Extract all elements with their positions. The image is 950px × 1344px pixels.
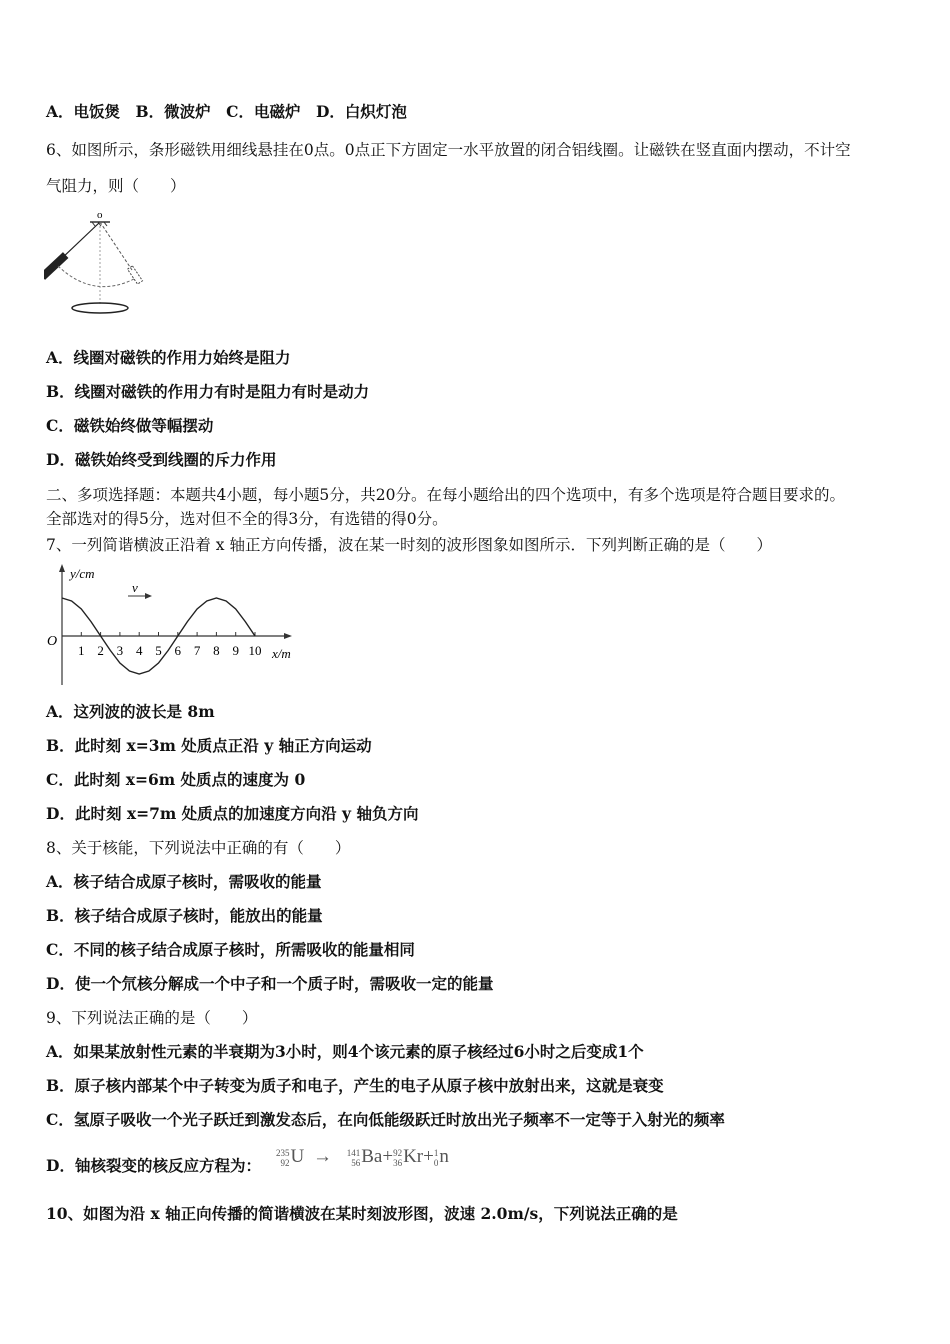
section-2-header-line-1: 二、多项选择题：本题共4小题，每小题5分，共20分。在每小题给出的四个选项中，有多个选项是符合题目要求的。: [46, 486, 845, 504]
q6-option-a: A．线圈对磁铁的作用力始终是阻力: [46, 348, 291, 367]
q6-stem-line-2: 气阻力，则（ ）: [46, 177, 186, 195]
wave-chart: [44, 560, 304, 690]
bar-magnet: [44, 252, 68, 280]
origin-label: O: [47, 634, 58, 649]
q7-option-b: B．此时刻 x=3m 处质点正沿 y 轴正方向运动: [46, 736, 372, 755]
x-tick-label: 3: [116, 643, 124, 658]
u-number: 92: [280, 1157, 290, 1168]
aluminum-coil: [72, 303, 128, 313]
q8-stem: 8、关于核能，下列说法中正确的有（ ）: [46, 839, 351, 857]
velocity-label: v: [132, 580, 138, 595]
kr-symbol: Kr+: [403, 1146, 434, 1167]
q9-stem: 9、下列说法正确的是（ ）: [46, 1009, 258, 1027]
kr-mass: 92: [393, 1147, 403, 1158]
x-tick-label: 10: [248, 643, 262, 658]
x-tick-label: 8: [213, 643, 220, 658]
u-mass: 235: [276, 1147, 290, 1158]
pendulum-magnet-figure: [44, 208, 144, 318]
q9-option-d: D．铀核裂变的核反应方程为：: [46, 1156, 261, 1175]
q7-option-c: C．此时刻 x=6m 处质点的速度为 0: [46, 770, 306, 789]
x-tick-label: 4: [135, 643, 143, 658]
kr-number: 36: [393, 1157, 403, 1168]
pivot-label-o: o: [97, 209, 103, 221]
q6-stem-line-1: 6、如图所示，条形磁铁用细线悬挂在0点。0点正下方固定一水平放置的闭合铝线圈。让磁铁在竖直面内摆动，不计空: [46, 141, 851, 159]
q6-option-c: C．磁铁始终做等幅摆动: [46, 416, 214, 435]
q9-option-c: C．氢原子吸收一个光子跃迁到激发态后，在向低能级跃迁时放出光子频率不一定等于入射光的频率: [46, 1110, 725, 1129]
q9-option-b: B．原子核内部某个中子转变为质子和电子，产生的电子从原子核中放射出来，这就是衰变: [46, 1076, 664, 1095]
x-tick-label: 5: [155, 643, 162, 658]
q7-option-d: D．此时刻 x=7m 处质点的加速度方向沿 y 轴负方向: [46, 804, 419, 823]
ba-symbol: Ba+: [361, 1146, 394, 1167]
q8-option-d: D．使一个氘核分解成一个中子和一个质子时，需吸收一定的能量: [46, 974, 494, 993]
q7-option-a: A．这列波的波长是 8m: [46, 702, 215, 721]
q7-stem: 7、一列简谐横波正沿着 x 轴正方向传播，波在某一时刻的波形图象如图所示．下列判断正确的是（ ）: [46, 536, 772, 554]
bar-magnet-dashed: [127, 266, 142, 284]
q8-option-b: B．核子结合成原子核时，能放出的能量: [46, 906, 323, 925]
n-number: 0: [433, 1157, 439, 1168]
ba-mass: 141: [346, 1147, 361, 1158]
q5-options: A．电饭煲 B．微波炉 C．电磁炉 D．白炽灯泡: [46, 102, 407, 121]
q10-stem: 10、如图为沿 x 轴正向传播的简谐横波在某时刻波形图，波速 2.0m/s，下列说法正确的是: [46, 1204, 678, 1223]
x-tick-label: 6: [174, 643, 182, 658]
x-tick-label: 2: [97, 643, 104, 658]
q6-option-b: B．线圈对磁铁的作用力有时是阻力有时是动力: [46, 382, 370, 401]
q8-option-c: C．不同的核子结合成原子核时，所需吸收的能量相同: [46, 940, 415, 959]
x-tick-label: 9: [232, 643, 239, 658]
x-tick-label: 7: [193, 643, 201, 658]
y-axis-label: y/cm: [70, 566, 95, 581]
n-symbol: n: [439, 1146, 449, 1167]
ba-number: 56: [351, 1157, 361, 1168]
reaction-arrow: →: [312, 1146, 332, 1167]
q8-option-a: A．核子结合成原子核时，需吸收的能量: [46, 872, 322, 891]
u-symbol: U: [290, 1146, 305, 1167]
q9-option-a: A．如果某放射性元素的半衰期为3小时，则4个该元素的原子核经过6小时之后变成1个: [46, 1042, 644, 1061]
uranium-fission-equation: [276, 1146, 449, 1168]
x-tick-label: 1: [78, 643, 85, 658]
q6-option-d: D．磁铁始终受到线圈的斥力作用: [46, 450, 277, 469]
section-2-header-line-2: 全部选对的得5分，选对但不全的得3分，有选错的得0分。: [46, 510, 448, 528]
x-axis-label: x/m: [272, 646, 291, 661]
n-mass: 1: [433, 1147, 439, 1158]
